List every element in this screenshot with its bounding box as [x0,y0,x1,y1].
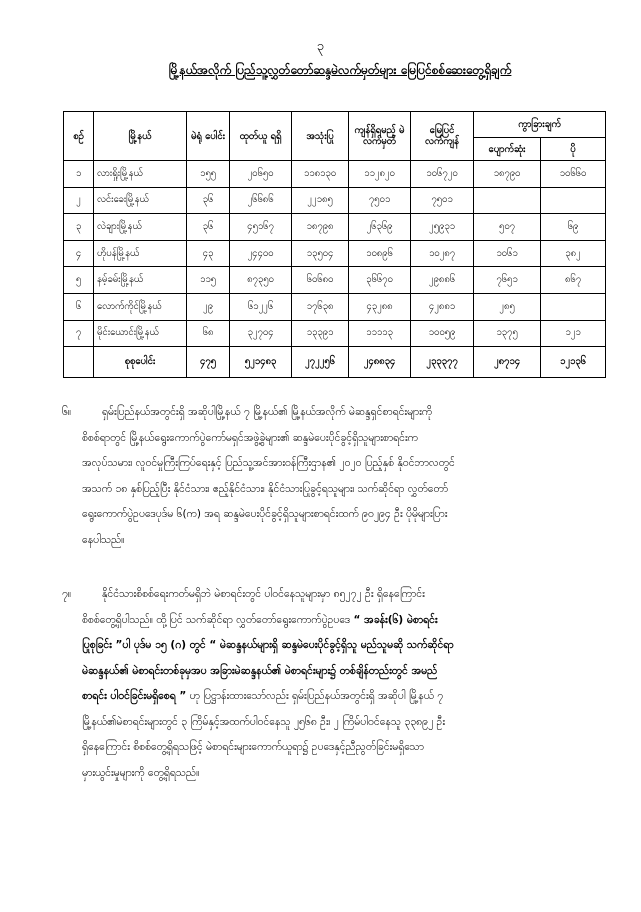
cell-received: ၂၆၆၈၆ [230,187,292,214]
cell-ground-remaining: ၁၀၂၈၇ [411,240,474,267]
total-missing: ၂၈၇၁၄ [474,347,541,378]
cell-used: ၁၃၃၉၁ [292,320,349,347]
table-row [64,214,606,241]
header-missing: ပျောက်ဆုံး [474,138,541,161]
header-ground-remaining: မြေပြင် လက်ကျန် [411,112,474,161]
cell-received: ၃၂၇၀၄ [230,320,292,347]
cell-serial: ၄ [64,240,94,267]
cell-total-votes: ၁၁၅ [187,267,230,294]
header-used: အသုံးပြု [292,112,349,161]
cell-received: ၂၀၆၅၀ [230,161,292,188]
paragraph-6 [62,400,610,553]
header-serial: စဉ် [64,112,94,161]
paragraph-number: ၆။ [62,406,72,418]
paragraph-bold-text: စာရင်း ပါဝင်ခြင်းမရှိစေရ ” [82,690,187,702]
table-row [64,267,606,294]
cell-received: ၄၅၁၆၇ [230,214,292,241]
cell-ground-remaining: ၁၀၆၇၂၀ [411,161,474,188]
cell-missing: ၅၀၇ [474,214,541,241]
cell-excess [541,187,606,214]
cell-serial: ၆ [64,293,94,320]
cell-excess [541,293,606,320]
cell-ground-remaining: ၁၀၀၅၉ [411,320,474,347]
cell-ground-remaining: ၄၂၈၈၁ [411,293,474,320]
cell-missing: ၇၆၅၁ [474,267,541,294]
header-received: ထုတ်ယူ ရရှိ [230,112,292,161]
paragraph-line: ရှမ်းပြည်နယ်အတွင်းရှိ အဆိုပါမြို့နယ် ၇ မြို့နယ်၏ မြို့နယ်အလိုက် မဲဆန္ဒရှင်စာရင်းများကို [102,406,433,418]
header-township: မြို့နယ် [94,112,187,161]
vote-table [63,111,606,378]
total-excess: ၁၂၁၃၆ [541,347,606,378]
cell-ground-remaining: ၂၉၈၈၆ [411,267,474,294]
cell-total-votes: ၃၆ [187,214,230,241]
cell-total-votes: ၄၃ [187,240,230,267]
paragraph-number: ၇။ [62,588,72,600]
cell-township: ဟိုပန်မြို့နယ် [94,240,187,267]
cell-used: ၁၇၆၃၈ [292,293,349,320]
total-label: စုစုပေါင်း [94,347,187,378]
cell-excess: ၃၈၂ [541,240,606,267]
cell-serial: ၂ [64,187,94,214]
paragraph-bold-text: မဲဆန္ဒနယ်၏ မဲစာရင်းတစ်ခုမှအပ အခြားမဲဆန္ဒနယ်၏ မဲစာရင်းများ၌ တစ်ချိန်တည်းတွင် အမည် [82,664,438,677]
cell-missing: ၁၀၆၁ [474,240,541,267]
cell-township: လင်းခေးမြို့နယ် [94,187,187,214]
total-used: ၂၇၂၂၅၆ [292,347,349,378]
cell-used: ၁၃၅၀၄ [292,240,349,267]
paragraph-line: နိုင်ငံသားစိစစ်ရေးကတ်မရှိဘဲ မဲစာရင်းတွင် ပါဝင်နေသူများမှာ ၈၅၂၇၂ ဦး ရှိနေကြောင်း [102,588,425,600]
cell-serial: ၇ [64,320,94,347]
header-difference: ကွာခြားချက် [474,112,606,138]
cell-serial [64,347,94,378]
header-remaining: ကျန်ရှိရမည့် မဲလက်မှတ် [349,112,411,161]
cell-total-votes: ၂၉ [187,293,230,320]
table-total-row [64,347,606,378]
cell-received: ၆၁၂၂၆ [230,293,292,320]
table-row [64,293,606,320]
paragraph-line: ရွေးကောက်ပွဲဥပဒေပုဒ်မ ၆(က) အရ ဆန္ဒမဲပေးပိုင်ခွင့်ရှိသူများစာရင်းထက် ၉၀၂၉၄ ဦး ပိုမိုများပြား [82,508,448,520]
paragraph-bold-text: ပြုစုခြင်း ”ပါ ပုဒ်မ ၁၅ (ဂ) တွင် “ မဲဆန္ဒနယ်များရှိ ဆန္ဒမဲပေးပိုင်ခွင့်ရှိသူ မည်သူမဆို သက်ဆိုင်ရာ [82,639,454,651]
cell-serial: ၅ [64,267,94,294]
table-row [64,320,606,347]
header-total-votes: မဲရုံ ပေါင်း [187,112,230,161]
total-remaining: ၂၄၈၈၃၄ [349,347,411,378]
cell-township: လားရှိုးမြို့နယ် [94,161,187,188]
cell-used: ၁၁၈၁၃၀ [292,161,349,188]
cell-received: ၂၄၄၀၀ [230,240,292,267]
paragraph-line: စိစစ်တွေ့ရှိပါသည်။ ထို့ပြင် သက်ဆိုင်ရာ လွှတ်တော်ရွေးကောက်ပွဲဥပဒေ [82,613,351,626]
page-number: ၃ [316,39,325,54]
paragraph-line: မြို့နယ်၏မဲစာရင်းများတွင် ၃ ကြိမ်နှင့်အထက်ပါဝင်နေသူ ၂၅၆၈ ဦး၊ ၂ ကြိမ်ပါဝင်နေသူ ၃၃၈၉၂ ဦး [82,715,446,728]
table-row [64,187,606,214]
cell-remaining: ၁၁၂၈၂၀ [349,161,411,188]
cell-used: ၆၀၆၈၀ [292,267,349,294]
paragraph-line: နေပါသည်။ [82,533,125,546]
paragraph-line: စိစစ်ရာတွင် မြို့နယ်ရွေးကောက်ပွဲကော်မရှင်အဖွဲ့ခွဲများ၏ ဆန္ဒမဲပေးပိုင်ခွင့်ရှိသူများစာရင်းက [82,431,418,444]
cell-remaining: ၇၅၀၁ [349,187,411,214]
cell-township: နမ့်ခမ်းမြို့နယ် [94,267,187,294]
paragraph-line: အလုပ်သမား၊ လူဝင်မှုကြီးကြပ်ရေးနှင့် ပြည်သူ့အင်အားဝန်ကြီးဌာန၏ ၂၀၂၀ ပြည့်နှစ် နိုဝင်ဘာလတွင် [82,457,455,469]
table-row [64,161,606,188]
total-ground-remaining: ၂၃၃၃၇၇ [411,347,474,378]
cell-township: လောက်ကိုင်မြို့နယ် [94,293,187,320]
cell-excess: ၁၀၆၆၀ [541,161,606,188]
cell-ground-remaining: ၇၅၀၁ [411,187,474,214]
total-received: ၅၂၁၄၈၃ [230,347,292,378]
cell-received: ၈၇၃၅၀ [230,267,292,294]
paragraph-line: ရှိနေကြောင်း စိစစ်တွေ့ရှိရသဖြင့် မဲစာရင်းများကောက်ယူရာ၌ ဥပဒေနှင့်ညီညွတ်ခြင်းမရှိသော [82,741,424,753]
cell-ground-remaining: ၂၅၉၃၁ [411,214,474,241]
cell-remaining: ၁၁၁၁၃ [349,320,411,347]
cell-missing: ၂၈၅ [474,293,541,320]
cell-total-votes: ၃၆ [187,187,230,214]
total-total-votes: ၄၇၅ [187,347,230,378]
cell-serial: ၁ [64,161,94,188]
cell-total-votes: ၁၅၅ [187,161,230,188]
cell-remaining: ၄၃၂၈၈ [349,293,411,320]
cell-township: လဲချားမြို့နယ် [94,214,187,241]
paragraph-line: မှားယွင်းမှုများကို တွေ့ရှိရသည်။ [82,766,200,779]
cell-missing: ၁၈၇၉၀ [474,161,541,188]
cell-used: ၂၂၁၈၅ [292,187,349,214]
cell-remaining: ၁၀၈၉၆ [349,240,411,267]
cell-serial: ၃ [64,214,94,241]
cell-remaining: ၃၆၆၇၀ [349,267,411,294]
table-row [64,240,606,267]
cell-total-votes: ၆၈ [187,320,230,347]
cell-used: ၁၈၇၉၈ [292,214,349,241]
cell-missing [474,187,541,214]
table-header-row [64,112,606,138]
paragraph-line: ဟု ပြဋ္ဌာန်းထားသော်လည်း ရှမ်းပြည်နယ်အတွင်းရှိ အဆိုပါ မြို့နယ် ၇ [189,690,444,702]
cell-excess: ၈၆၇ [541,267,606,294]
cell-missing: ၁၃၇၅ [474,320,541,347]
paragraph-bold-text: “ အခန်း(၆) မဲစာရင်း [353,613,438,626]
cell-remaining: ၂၆၃၆၉ [349,214,411,241]
header-excess: ပို [541,138,606,161]
page-title: မြို့နယ်အလိုက် ပြည်သူ့လွှတ်တော်ဆန္ဒမဲလက်မှတ်များ မြေပြင်စစ်ဆေးတွေ့ရှိချက် [168,63,512,77]
cell-township: မိုင်းယောင်းမြို့နယ် [94,320,187,347]
cell-excess: ၁၂၁ [541,320,606,347]
paragraph-line: အသက် ၁၈ နှစ်ပြည့်ပြီး နိုင်ငံသား၊ ဧည့်နိုင်ငံသား၊ နိုင်ငံသားပြုခွင့်ရသူများ၊ သက်ဆိုင်ရာ လွှတ်တော် [82,482,449,495]
cell-excess: ၆၉ [541,214,606,241]
paragraph-7 [62,582,610,786]
